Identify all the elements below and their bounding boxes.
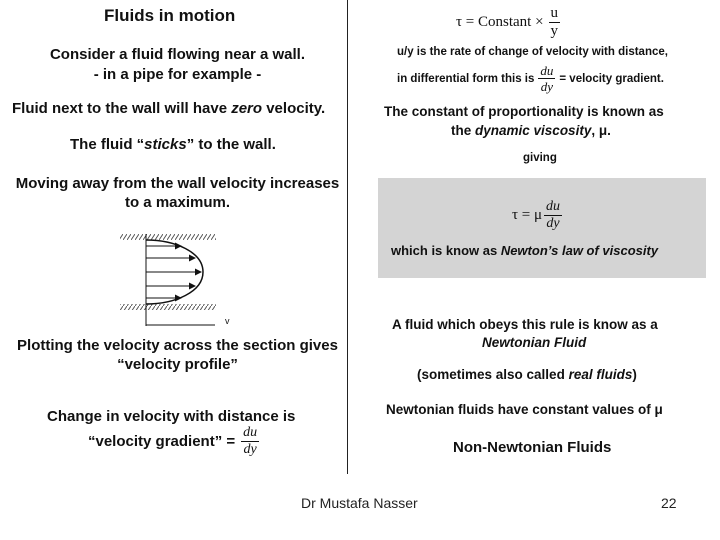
sometimes-text [417, 367, 637, 382]
obeys-line-2: Newtonian Fluid [482, 335, 587, 350]
plotting-line-1: Plotting the velocity across the section gives [17, 337, 338, 354]
plotting-line-2: “velocity profile” [117, 356, 238, 373]
gradient-label: “velocity gradient” = [88, 433, 236, 450]
tau-lhs: τ = Constant × [456, 14, 544, 30]
differential-text [397, 64, 664, 93]
newton-law-name: Newton’s law of viscosity [500, 243, 659, 258]
diff-dy: dy [540, 79, 554, 94]
dynamic-viscosity: dynamic viscosity [475, 123, 592, 138]
newton-dy: dy [546, 216, 560, 231]
page-number: 22 [661, 495, 677, 511]
sticks-text [70, 136, 276, 153]
diff-post: = velocity gradient. [559, 72, 664, 85]
column-divider [347, 0, 348, 474]
non-newtonian-heading: Non-Newtonian Fluids [453, 439, 612, 456]
tau-u: u [550, 5, 559, 21]
zero-post: velocity. [262, 100, 326, 117]
tau-fraction [549, 6, 561, 39]
newton-formula [512, 200, 562, 231]
sometimes-pre: (sometimes also called [417, 367, 569, 382]
footer-author: Dr Mustafa Nasser [301, 495, 418, 511]
diff-du: du [540, 63, 554, 78]
gradient-du: du [243, 425, 258, 440]
constant-pre: the [451, 123, 476, 138]
consider-line-2: - in a pipe for example - [93, 66, 262, 83]
slide-title: Fluids in motion [104, 6, 236, 25]
constant-line-2 [384, 121, 664, 140]
diff-fraction [538, 64, 555, 93]
diff-pre: in differential form this is [397, 72, 535, 85]
newton-du: du [546, 199, 561, 214]
real-fluids: real fluids [568, 367, 633, 382]
newton-pre: which is know as [391, 243, 501, 258]
consider-line-1: Consider a fluid flowing near a wall. [49, 46, 306, 63]
sticks-word: sticks [144, 136, 187, 153]
moving-line-2: to a maximum. [124, 194, 231, 211]
constant-line-1: The constant of proportionality is known as [384, 104, 664, 119]
constant-post: , μ. [591, 123, 611, 138]
tau-y: y [550, 23, 559, 39]
uy-text: u/y is the rate of change of velocity with distance, [397, 46, 668, 58]
sticks-pre: The fluid “ [70, 136, 145, 153]
velocity-gradient-formula [88, 426, 259, 457]
moving-line-1: Moving away from the wall velocity increases [15, 175, 340, 192]
change-text: Change in velocity with distance is [47, 408, 296, 425]
gradient-fraction [241, 426, 259, 457]
newton-fraction [544, 200, 562, 231]
sometimes-post: ) [632, 367, 637, 382]
gradient-dy: dy [243, 442, 257, 457]
newton-lhs: τ = μ [512, 207, 543, 223]
moving-text [0, 174, 355, 212]
plotting-text [0, 336, 355, 374]
top-wall [120, 234, 216, 240]
constant-values-text: Newtonian fluids have constant values of μ [386, 402, 663, 417]
obeys-text [392, 316, 658, 352]
zero-pre: Fluid next to the wall will have [12, 100, 232, 117]
consider-text [0, 45, 355, 85]
tau-formula [456, 6, 560, 39]
diagram-axis-label: v [225, 316, 230, 326]
constant-text [384, 102, 664, 140]
velocity-profile-diagram [115, 228, 245, 328]
zero-word: zero [231, 100, 263, 117]
obeys-line-1: A fluid which obeys this rule is know as a [392, 317, 658, 332]
giving-text: giving [523, 152, 557, 164]
sticks-post: ” to the wall. [186, 136, 276, 153]
newton-law-text [391, 243, 658, 258]
zero-velocity-text [12, 100, 325, 117]
bottom-wall [120, 304, 216, 310]
